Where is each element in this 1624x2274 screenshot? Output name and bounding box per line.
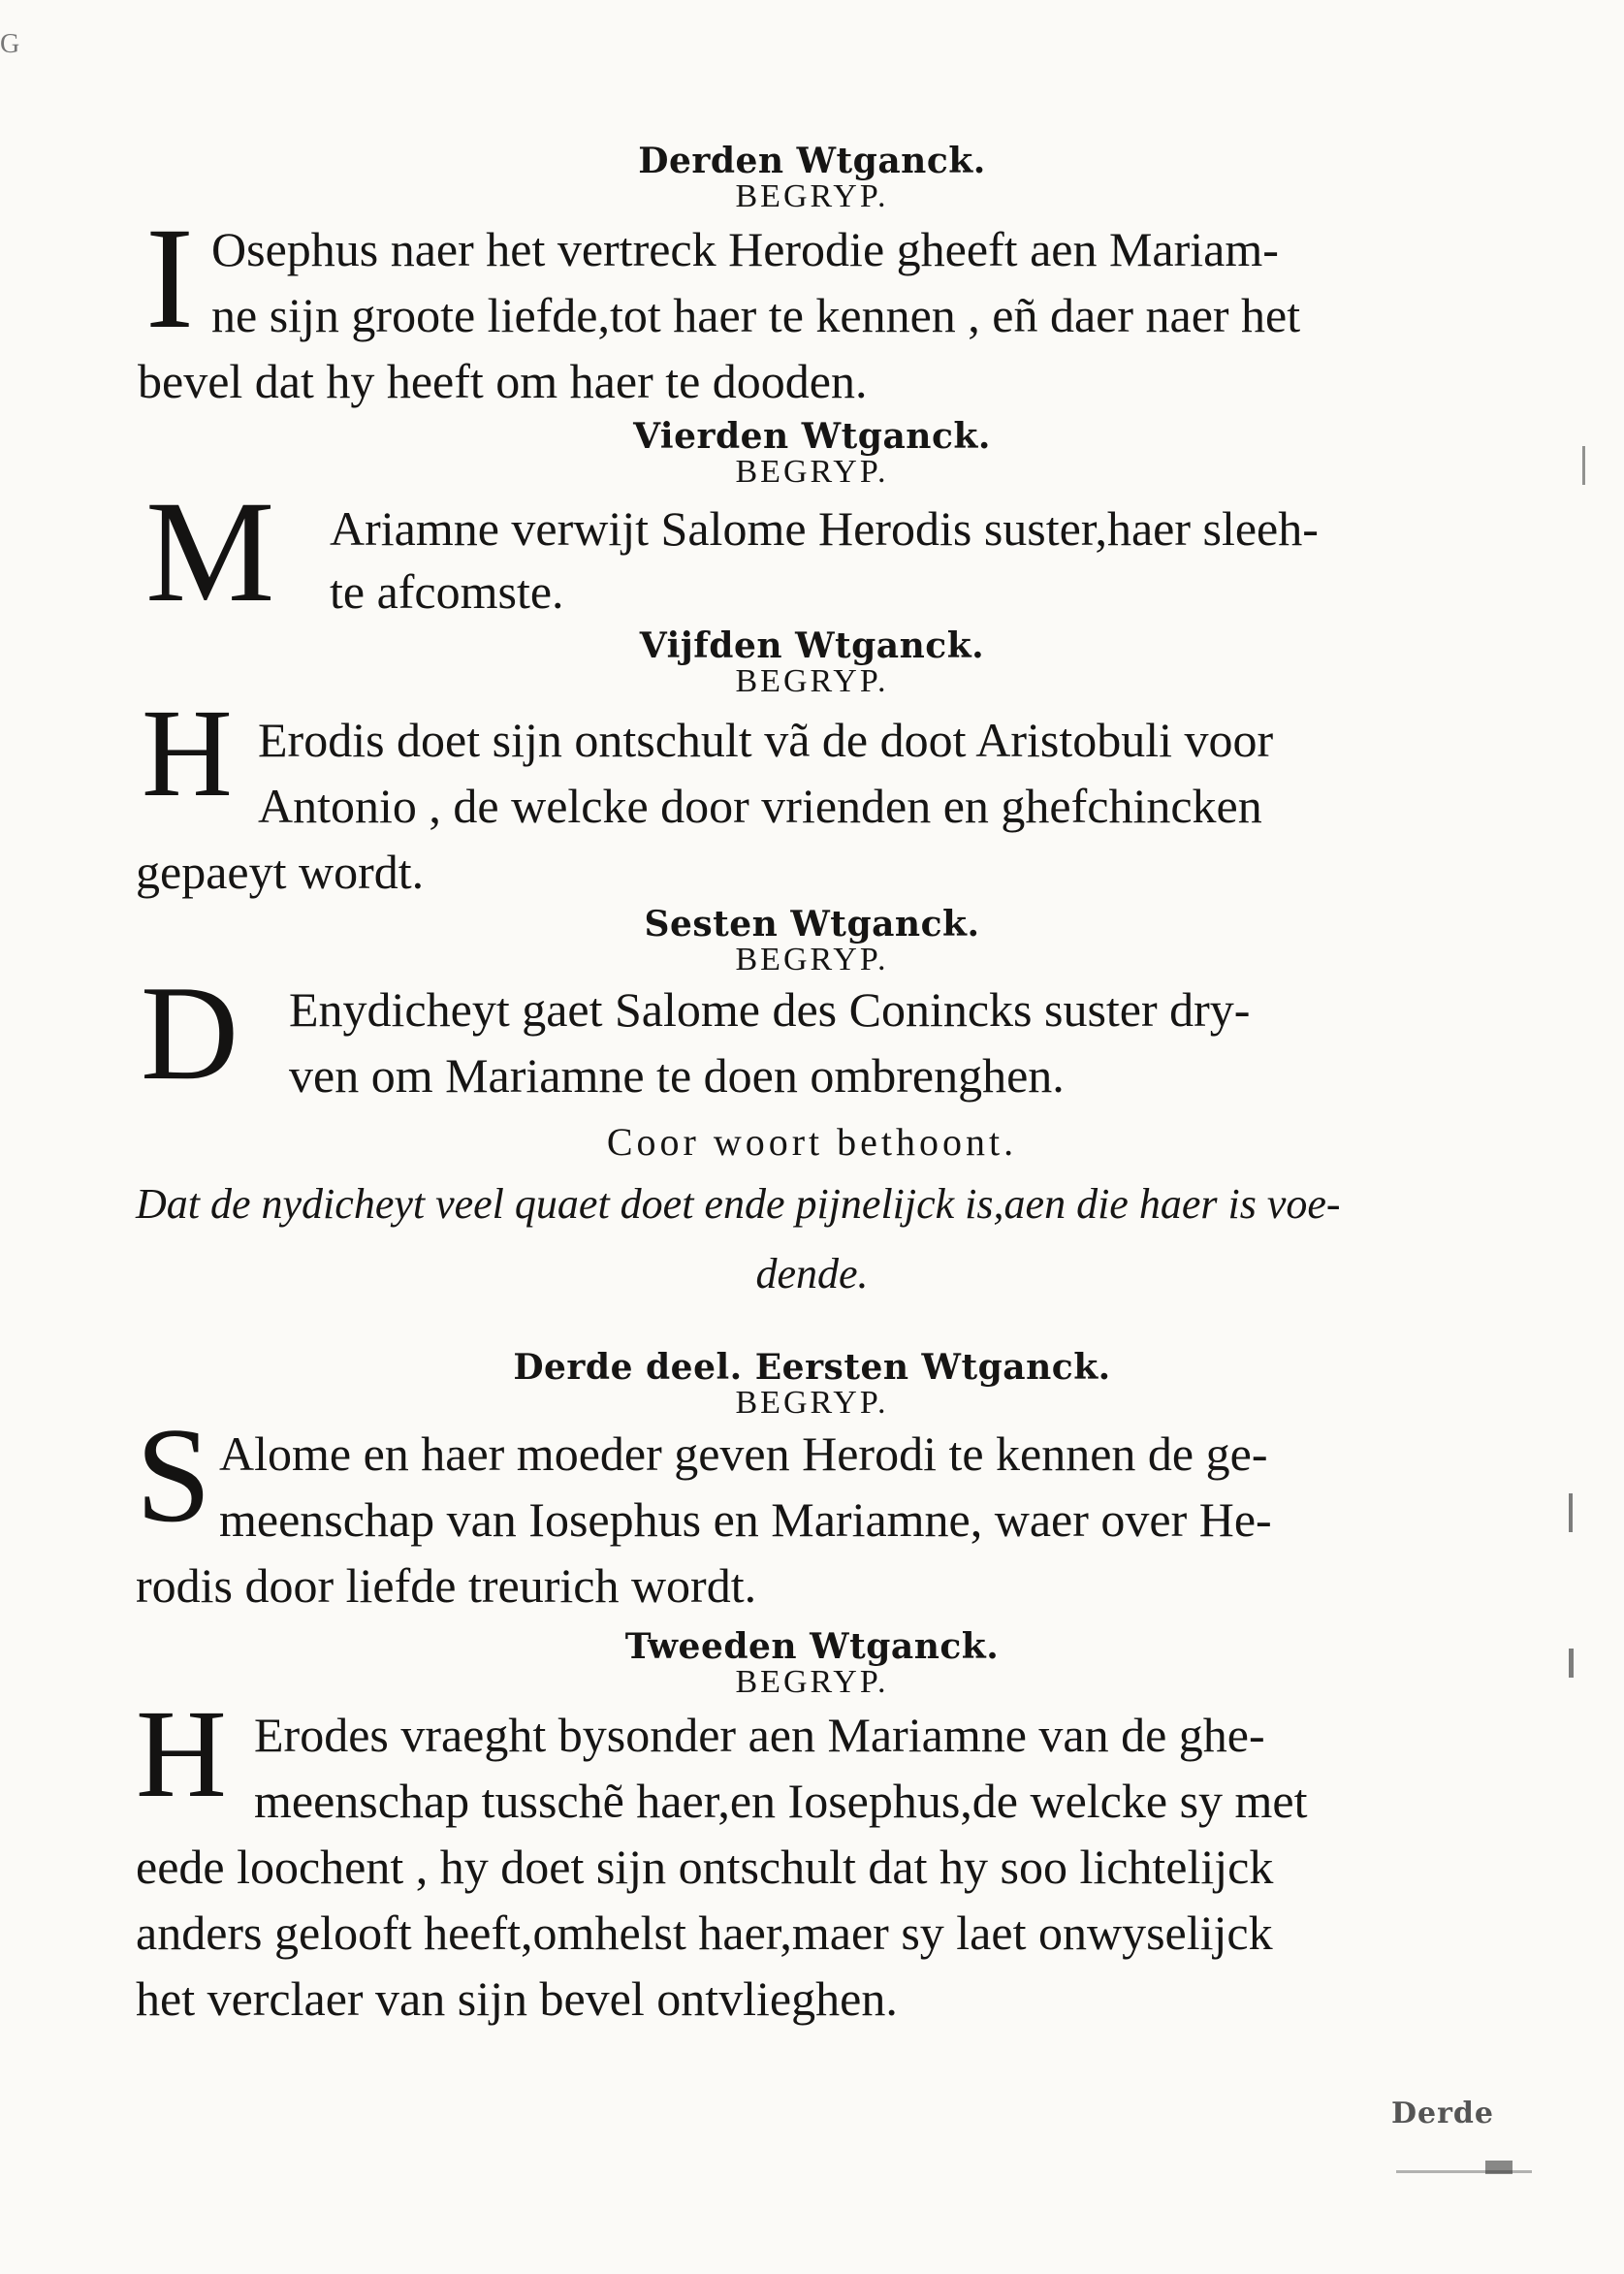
begryp-label-3: BEGRYP. [735, 663, 889, 699]
drop-cap-h: H [142, 684, 233, 823]
corner-mark: G [0, 29, 20, 59]
text-line: Enydicheyt gaet Salome des Conincks suster dry- [289, 982, 1251, 1037]
begryp-label-1: BEGRYP. [735, 178, 889, 214]
catchword: Derde [1391, 2097, 1494, 2130]
begryp-label-6: BEGRYP. [735, 1664, 889, 1700]
section-heading-3: Vijfden Wtganck. [639, 625, 985, 666]
text-line: ven om Mariamne te doen ombrenghen. [289, 1048, 1065, 1103]
text-line: Erodis doet sijn ontschult vã de doot Aristobuli voor [258, 713, 1274, 767]
text-line: Antonio , de welcke door vrienden en ghefchincken [258, 779, 1262, 833]
section-heading-2: Vierden Wtganck. [633, 416, 991, 457]
text-line: het verclaer van sijn bevel ontvlieghen. [136, 1971, 898, 2026]
text-line: meenschap van Iosephus en Mariamne, waer over He- [219, 1492, 1272, 1547]
text-line: Alome en haer moeder geven Herodi te kennen de ge- [219, 1426, 1268, 1481]
drop-cap-m: M [145, 471, 275, 632]
chorus-line: dende. [755, 1250, 869, 1297]
text-line: rodis door liefde treurich wordt. [136, 1558, 757, 1613]
drop-cap-d: D [141, 958, 239, 1108]
begryp-label-4: BEGRYP. [735, 942, 889, 977]
text-line: Ariamne verwijt Salome Herodis suster,haer sleeh- [330, 501, 1319, 556]
begryp-label-2: BEGRYP. [735, 454, 889, 490]
scan-speck [1485, 2161, 1513, 2174]
section-heading-6: Tweeden Wtganck. [624, 1626, 1000, 1667]
begryp-label-5: BEGRYP. [735, 1385, 889, 1421]
section-heading-5: Derde deel. Eersten Wtganck. [513, 1347, 1111, 1388]
text-line: meenschap tusschẽ haer,en Iosephus,de welcke sy met [254, 1774, 1308, 1828]
drop-cap-i: I [145, 198, 194, 359]
scan-speck [1569, 1493, 1573, 1532]
text-line: Erodes vraeght bysonder aen Mariamne van de ghe- [254, 1708, 1265, 1762]
section-heading-4: Sesten Wtganck. [644, 904, 980, 945]
chorus-line: Dat de nydicheyt veel quaet doet ende pijnelijck is,aen die haer is voe- [136, 1180, 1341, 1228]
text-line: anders gelooft heeft,omhelst haer,maer sy laet onwyselijck [136, 1906, 1273, 1960]
text-line: gepaeyt wordt. [136, 845, 425, 899]
scan-speck [1582, 446, 1585, 485]
text-line: Osephus naer het vertreck Herodie gheeft aen Mariam- [211, 222, 1279, 276]
drop-cap-h: H [136, 1684, 227, 1824]
scan-speck [1569, 1649, 1574, 1678]
text-line: eede loochent , hy doet sijn ontschult dat hy soo lichtelijck [136, 1840, 1274, 1894]
section-heading-1: Derden Wtganck. [638, 141, 986, 181]
drop-cap-s: S [136, 1400, 211, 1551]
chorus-title: Coor woort bethoont. [606, 1120, 1018, 1164]
text-line: bevel dat hy heeft om haer te dooden. [138, 354, 868, 408]
text-line: ne sijn groote liefde,tot haer te kennen , eñ daer naer het [211, 288, 1301, 342]
text-line: te afcomste. [330, 564, 564, 619]
